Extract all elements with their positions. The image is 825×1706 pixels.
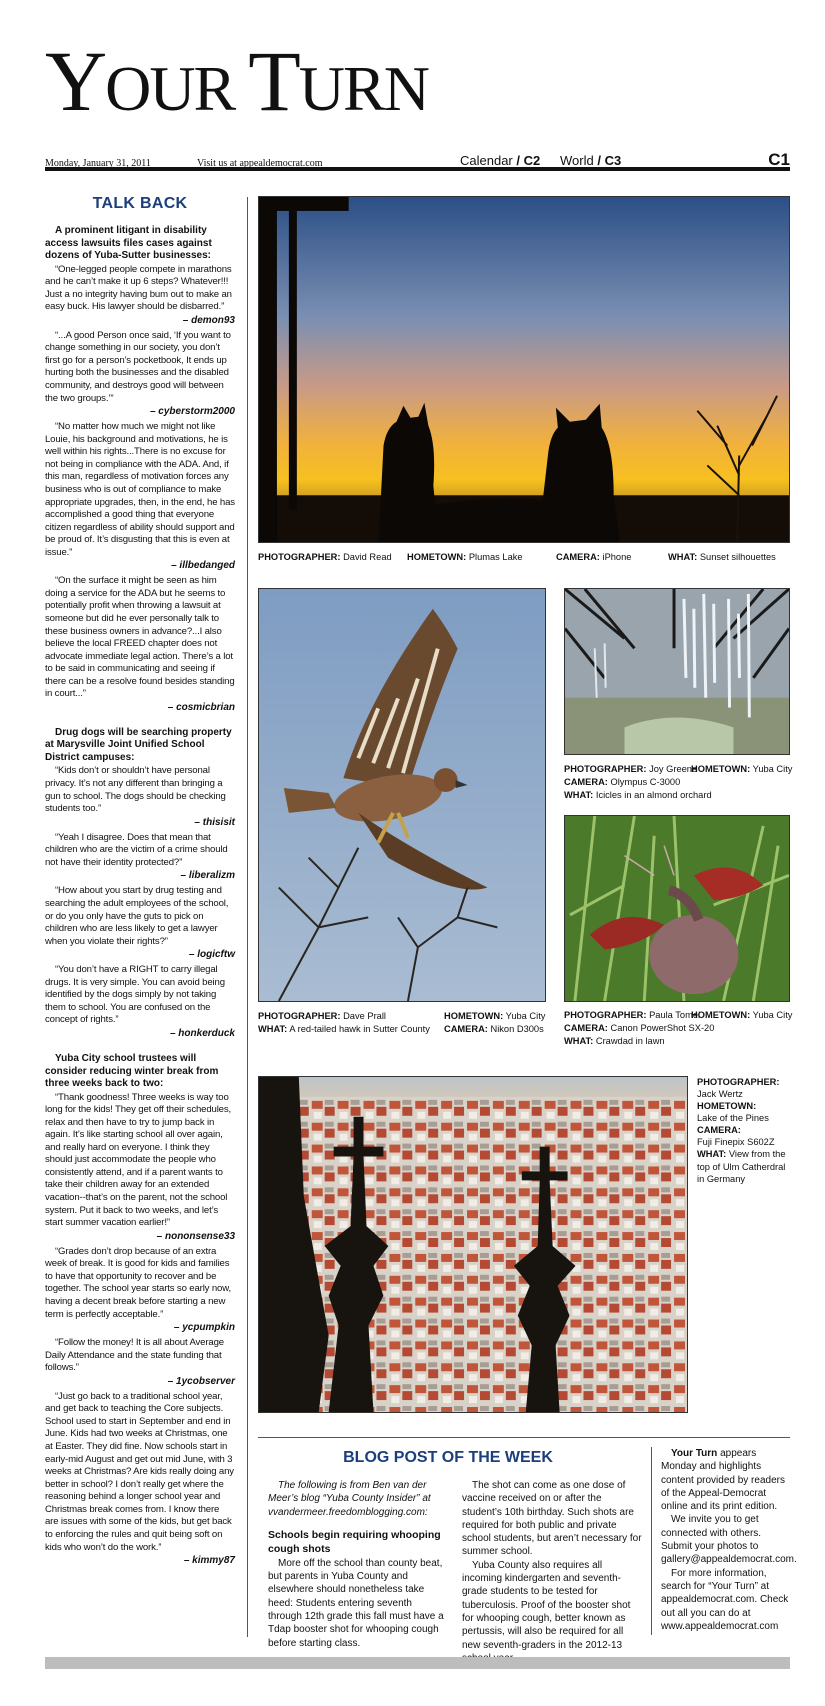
hometown-value: Yuba City [505,1011,546,1021]
section-divider [258,1437,790,1438]
comment-author: – cyberstorm2000 [149,406,235,418]
sunset-photo [258,196,790,543]
photographer-name: Joy Greene [649,764,698,774]
photographer-name: Paula Tomei [649,1010,701,1020]
info-paragraph: appears Monday and highlights content provided by readers of the Appeal-Democrat online and its print edition. [661,1448,785,1513]
blog-subhead: Schools begin requiring whooping cough shots [268,1528,441,1555]
calendar-label: Calendar [460,153,513,168]
your-turn-name: Your Turn [671,1448,718,1459]
topic-headline: A prominent litigant in disability access lawsuits files cases against dozens of Yuba-Sutter businesses: [45,225,212,261]
camera-value: Nikon D300s [490,1024,544,1034]
side-box-divider [651,1447,652,1635]
photographer-name: David Read [343,552,392,562]
photographer-label: PHOTOGRAPHER: [564,1010,647,1020]
blog-paragraph: Yuba County also requires all incoming kindergarten and seventh-grade students to be tested for tuberculosis. Proof of the booster shot for whooping cough, better known as pertussis, will also be required for all new seventh-graders in the 2012-13 [462,1559,631,1651]
reader-comment: “You don’t have a RIGHT to carry illegal drugs. It is very simple. You can avoid being identified by the dogs simply by not taking them to school. You are confused on the concept of rights.” [45,964,225,1026]
ulm-caption [697,1076,792,1196]
hometown-label: HOMETOWN: [697,1101,757,1112]
hometown-label: HOMETOWN: [691,1010,751,1020]
blog-column-1 [268,1479,448,1650]
hometown-value: Plumas Lake [468,552,523,562]
comment-author: – liberalizm [180,870,235,882]
what-label: WHAT: [668,552,698,562]
blog-paragraph: The shot can come as one dose of vaccine received on or after the student’s 10th birthday. Such shots are required for both public and private school students, but aren’t necessary for summer school. [462,1480,642,1558]
what-value: A red-tailed hawk in Sutter County [289,1024,430,1034]
icicles-photo [564,588,790,755]
crawdad-caption [564,1009,793,1051]
website-link[interactable]: Visit us at appealdemocrat.com [197,158,323,169]
comment-author: – nononsense33 [156,1230,235,1242]
reader-comment: “Yeah I disagree. Does that mean that children who are the victim of a crime should not have their identity protected?” [45,831,228,868]
reader-comment: “Thank goodness! Three weeks is way too long for the kids! They get off their schedules, relax and then have to try to jump back in again. It’s like starting school all over again, and really hard on everyone. I think they should just accommodate the people who consistently attend, and if a parent wants to take their children away for an extended vacation--that’s on the parent, not the school system. Put it back to two weeks, and let’s start summer vacation earlier!” [45,1091,232,1229]
masthead-title [45,33,428,129]
crawdad-photo [564,815,790,1002]
camera-label: CAMERA: [556,552,600,562]
talk-back-heading: TALK BACK [92,195,188,212]
reader-comment: “Grades don’t drop because of an extra week of break. It is good for kids and families to have that opportunity to recover and be together. The school year starts so early now, having a decent break before starting a new term is perfectly acceptable.” [45,1245,231,1320]
separator: / [597,153,601,168]
comment-author: – demon93 [182,314,235,326]
ulm-cathedral-photo [258,1076,688,1413]
world-label: World [560,153,594,168]
reader-comment: “...A good Person once said, ‘If you want to change something in our society, you don’t first go for a person’s pocketbook, It ends up hurting both the businesses and the disabled community, and destroys good will between the two groups.’” [45,329,231,404]
camera-label: CAMERA: [697,1125,741,1136]
what-label: WHAT: [697,1149,727,1160]
topic-headline: Yuba City school trustees will consider reducing winter break from three weeks back to two: [45,1053,219,1089]
photographer-label: PHOTOGRAPHER: [258,1011,341,1021]
masthead-urn: URN [298,53,428,124]
footer-bar [45,1657,790,1669]
what-value: Crawdad in lawn [595,1036,665,1046]
talk-back-column [45,195,235,1570]
photographer-name: Jack Wertz [697,1089,743,1100]
comment-author: – ycpumpkin [173,1322,235,1334]
what-label: WHAT: [258,1024,288,1034]
photographer-label: PHOTOGRAPHER: [258,552,341,562]
reader-comment: “One-legged people compete in marathons and he can’t make it up 6 steps? Whatever!!! Just a no integrity having bum out to make an easy buck. His lawyer should be disbarred.” [45,263,232,313]
comment-author: – kimmy87 [183,1555,235,1567]
what-value: View from the top of Ulm Catherdral in Germany [697,1149,786,1184]
camera-value: Canon PowerShot SX-20 [610,1023,715,1033]
blog-post-heading: BLOG POST OF THE WEEK [343,1449,553,1466]
info-paragraph: For more information, search for “Your Turn” at appealdemocrat.com. Check out all you can do at www.appealdemocrat.com [661,1567,789,1632]
camera-value: Olympus C-3000 [610,777,681,787]
what-value: Sunset silhouettes [699,552,776,562]
blog-intro: The following is from Ben van der Meer’s blog “Yuba County Insider” at vvandermeer.freedomblogging.com: [268,1480,431,1518]
comment-author: – 1ycobserver [167,1375,235,1387]
blog-paragraph: More off the school than county beat, but parents in Yuba County and elsewhere should nonetheless take heed: Students entering seventh through 12th grade this fall must have a Tdap booster shot for whooping cough before starting class. [268,1557,444,1649]
hometown-value: Yuba City [752,1010,793,1020]
masthead-t: T [248,33,299,129]
reader-comment: “Kids don’t or shouldn’t have personal privacy. It’s not any different than bringing a gun to school. The dogs should be checking students too.” [45,765,226,815]
comment-author: – illbedanged [171,560,235,572]
hawk-caption [258,1010,546,1038]
dateline-bar [45,150,790,171]
world-page: C3 [604,153,622,168]
calendar-page: C2 [523,153,541,168]
blog-column-2 [462,1479,642,1665]
photographer-label: PHOTOGRAPHER: [697,1077,780,1087]
world-section-ref[interactable] [560,153,621,168]
what-label: WHAT: [564,790,594,800]
issue-date: Monday, January 31, 2011 [45,158,151,169]
column-divider [247,197,248,1637]
what-value: Icicles in an almond orchard [595,790,712,800]
comment-author: – thisisit [194,816,235,828]
camera-value: Fuji Finepix S602Z [697,1137,775,1148]
calendar-section-ref[interactable] [460,153,540,168]
masthead-our: OUR [105,53,249,124]
camera-label: CAMERA: [564,777,608,787]
hometown-value: Lake of the Pines [697,1113,769,1124]
separator: / [516,153,521,168]
info-paragraph: We invite you to get connected with others. Submit your photos to gallery@appealdemocrat.com. [661,1514,797,1566]
photographer-label: PHOTOGRAPHER: [564,764,647,774]
comment-author: – honkerduck [169,1028,235,1039]
reader-comment: “Just go back to a traditional school year, and get back to teaching the Core subjects. School used to start in September and end in June. Kids had two weeks at Christmas, one at Easter. They did fine. Now schools start in early-mid August and get out mid June, with 3 weeks at Christmas? Are kids really doing any better in school? I don’t really get where the reasoning behind a longer school year and Christmas break comes from. I know there are issues with some of the kids, but get back to enforcing the rules and quit being soft on kids who won’t do the work.” [45,1390,234,1553]
topic-headline: Drug dogs will be searching property at Marysville Joint Unified School District campuses: [45,726,232,763]
hometown-label: HOMETOWN: [691,764,751,774]
photographer-name: Dave Prall [343,1011,386,1021]
comment-author: – cosmicbrian [167,701,235,713]
sunset-caption [258,551,790,565]
what-label: WHAT: [564,1036,594,1046]
hawk-photo [258,588,546,1002]
icicles-caption [564,763,793,805]
comment-author: – logicftw [188,949,235,961]
reader-comment: “No matter how much we might not like Louie, his background and motivations, he is well within his rights...There is no excuse for not being in compliance with the ADA. And, if this man, regardless of motivation forces any business who is out of compliance to make appropriate upgrades, then, in the end, he has accomplished a good thing that everyone citizen regardless of ability should support and be proud of. It’s disgusting that this is even at issue.” [45,421,235,558]
your-turn-info-box [661,1447,797,1633]
page-number: C1 [768,150,790,169]
reader-comment: “On the surface it might be seen as him doing a service for the ADA but he seems to potentially profit when throwing a lawsuit at someone but did he ever personally talk to these business owners in advance?...I also believe the local FREED chapter does not advocate immediate legal action. There’s a lot to be said in communicating and seeing if there can be a resolve found besides standing in court...” [45,575,235,700]
reader-comment: “Follow the money! It is all about Average Daily Attendance and the state funding that follows.” [45,1337,224,1374]
camera-label: CAMERA: [444,1024,488,1034]
masthead-y: Y [45,33,106,129]
hometown-label: HOMETOWN: [444,1011,504,1021]
reader-comment: “How about you start by drug testing and searching the adult employees of the school, or do you only have the guts to pick on children who are less likely to get a lawyer when you violate their rights?” [45,885,229,947]
hometown-label: HOMETOWN: [407,552,467,562]
hometown-value: Yuba City [752,764,793,774]
camera-value: iPhone [602,552,632,562]
camera-label: CAMERA: [564,1023,608,1033]
